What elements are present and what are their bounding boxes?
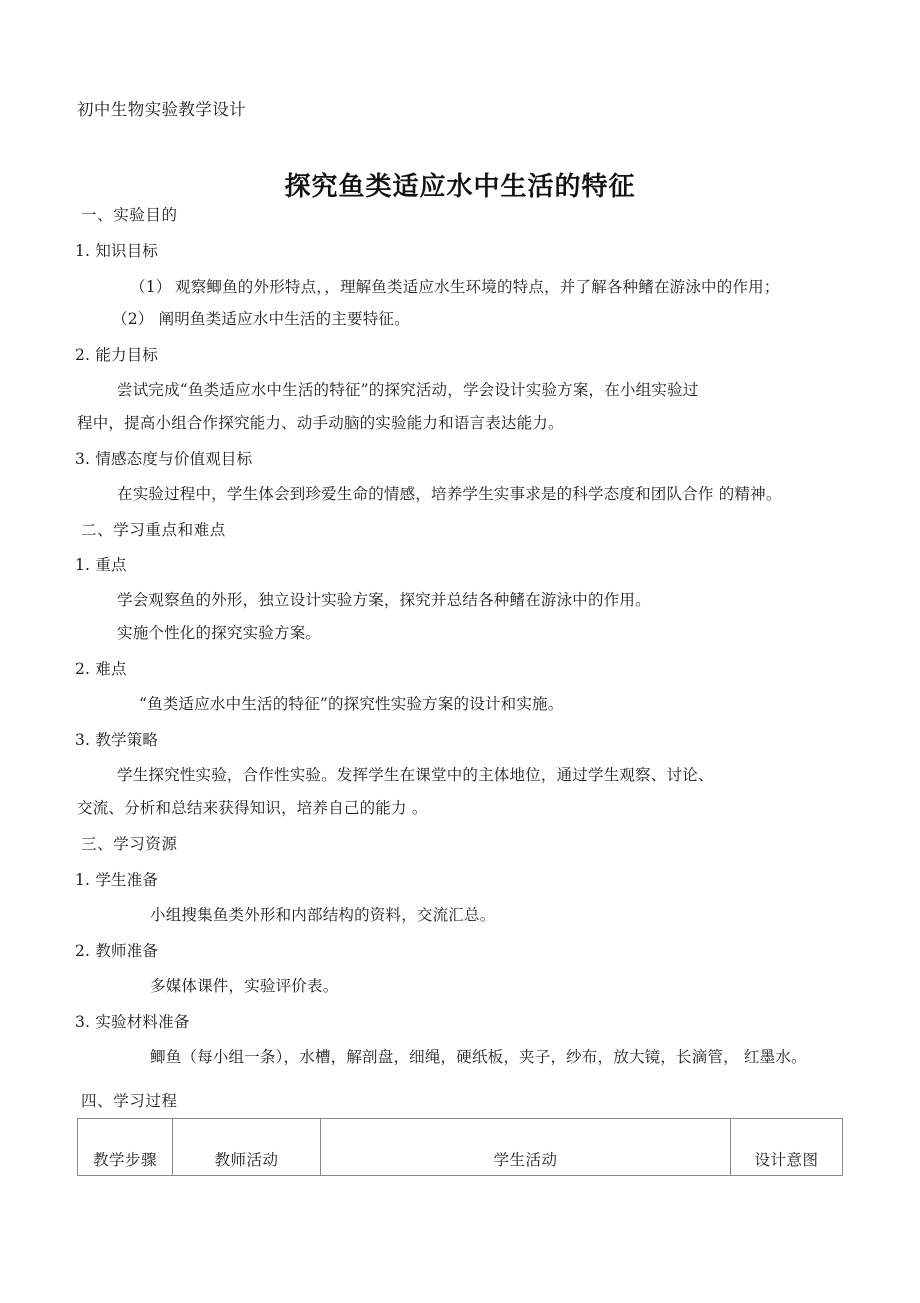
subsection-heading-1-2: 2. 能力目标: [75, 346, 159, 364]
paragraph-2-2: “鱼类适应水中生活的特征”的探究性实验方案的设计和实施。: [139, 695, 564, 713]
paragraph-3-3: 鲫鱼（每小组一条），水槽，解剖盘，细绳，硬纸板，夹子，纱布，放大镜，长滴管， 红墨水。: [150, 1048, 807, 1066]
paragraph-2-1-line-1: 学会观察鱼的外形，独立设计实验方案，探究并总结各种鳍在游泳中的作用。: [117, 591, 651, 609]
paragraph-1-2-line-2: 程中，提高小组合作探究能力、动手动脑的实验能力和语言表达能力。: [77, 414, 564, 432]
subsection-heading-2-2: 2. 难点: [75, 660, 127, 678]
table-row: [78, 1119, 843, 1176]
subsection-heading-3-2: 2. 教师准备: [75, 942, 159, 960]
table-header-teacher-activity: 教师活动: [173, 1119, 321, 1176]
paragraph-3-2: 多媒体课件，实验评价表。: [150, 977, 339, 995]
subsection-heading-2-1: 1. 重点: [75, 556, 127, 574]
paragraph-2-3-line-1: 学生探究性实验，合作性实验。发挥学生在课堂中的主体地位，通过学生观察、讨论、: [117, 766, 714, 784]
subsection-heading-3-3: 3. 实验材料准备: [75, 1013, 190, 1031]
paragraph-1-3: 在实验过程中，学生体会到珍爱生命的情感，培养学生实事求是的科学态度和团队合作 的精神。: [117, 485, 782, 503]
section-heading-2: 二、学习重点和难点: [81, 521, 226, 539]
section-heading-3: 三、学习资源: [81, 835, 178, 853]
subsection-heading-3-1: 1. 学生准备: [75, 871, 159, 889]
paragraph-2-1-line-2: 实施个性化的探究实验方案。: [117, 624, 322, 642]
paragraph-3-1: 小组搜集鱼类外形和内部结构的资料，交流汇总。: [150, 906, 496, 924]
table-header-design-intent: 设计意图: [731, 1119, 843, 1176]
section-heading-4: 四、学习过程: [81, 1092, 178, 1110]
process-table: [77, 1118, 843, 1176]
list-item-2: （2） 阐明鱼类适应水中生活的主要特征。: [112, 310, 410, 328]
paragraph-1-2-line-1: 尝试完成“鱼类适应水中生活的特征”的探究活动，学会设计实验方案，在小组实验过: [117, 381, 699, 399]
list-item-1-label: （1）: [130, 278, 172, 296]
page-title: 探究鱼类适应水中生活的特征: [284, 172, 636, 203]
subsection-heading-2-3: 3. 教学策略: [75, 731, 159, 749]
paragraph-2-3-line-2: 交流、分析和总结来获得知识，培养自己的能力 。: [77, 799, 428, 817]
subsection-heading-1-1: 1. 知识目标: [75, 242, 159, 260]
section-heading-1: 一、实验目的: [81, 206, 178, 224]
table-header-student-activity: 学生活动: [321, 1119, 731, 1176]
document-subheader: 初中生物实验教学设计: [77, 100, 246, 119]
subsection-heading-1-3: 3. 情感态度与价值观目标: [75, 450, 253, 468]
table-header-step: 教学步骤: [78, 1119, 173, 1176]
list-item-1-text: 观察鲫鱼的外形特点，，理解鱼类适应水生环境的特点，并了解各种鳍在游泳中的作用；: [175, 278, 780, 296]
